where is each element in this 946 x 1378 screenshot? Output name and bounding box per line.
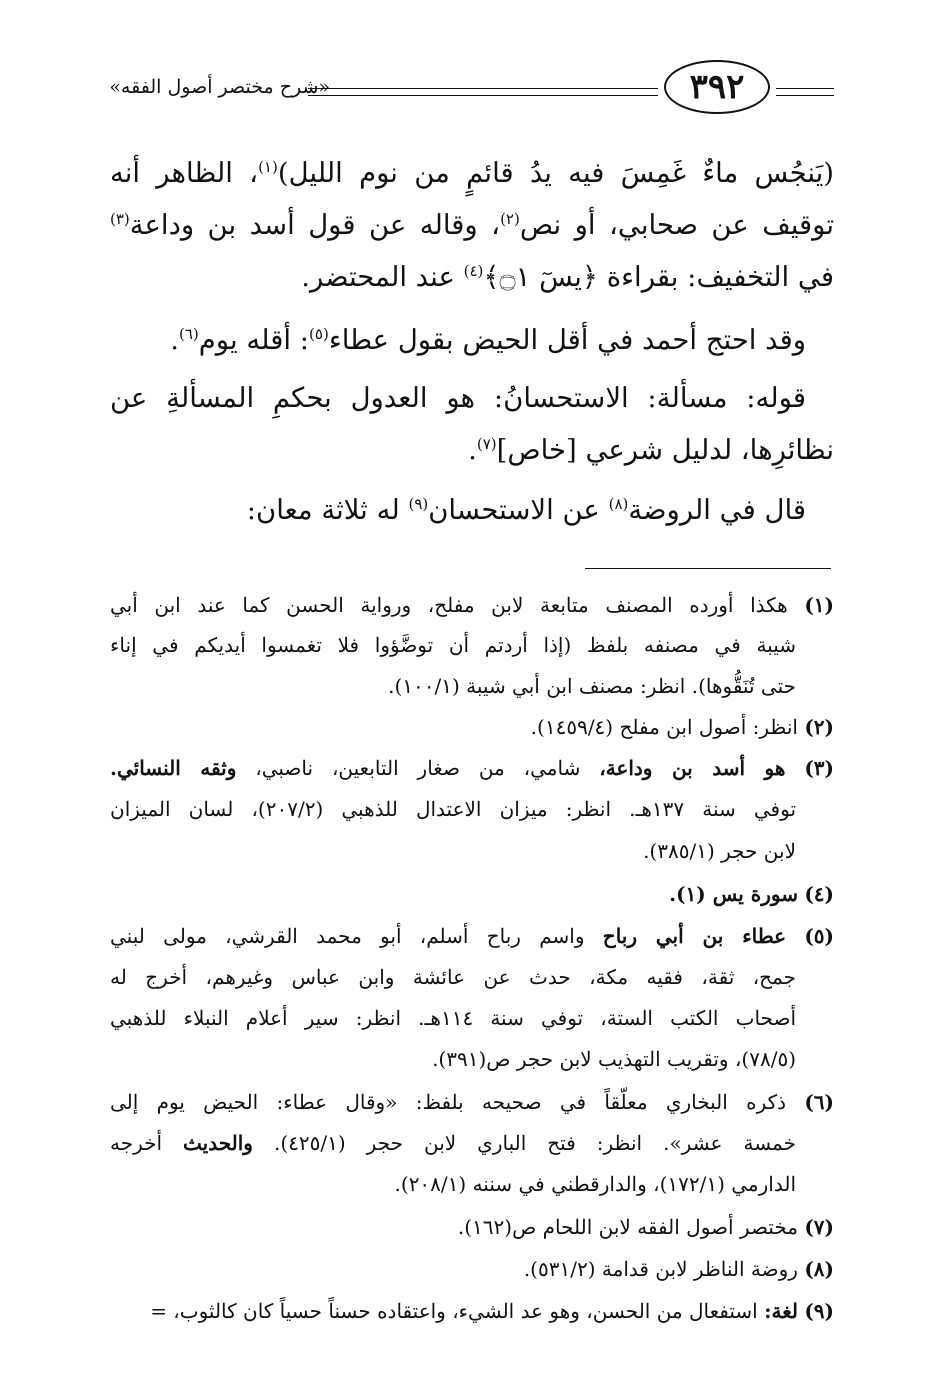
footnote-9: (٩) لغة: استفعال من الحسن، وهو عد الشيء، واعتقاده حسناً حسياً كان كالثوب، =	[150, 1299, 834, 1323]
body-line-4: وقد احتج أحمد في أقل الحيض بقول عطاء$^{(٥)}$: أقله يوم$^{(٦)}$.	[170, 324, 806, 356]
footnote-5-line-2: جمح، ثقة، فقيه مكة، حدث عن عائشة وابن عباس وغيرهم، أخرج له	[110, 965, 796, 989]
footnote-4: (٤) سورة يس (١).	[669, 882, 834, 906]
footnote-3-line-3: لابن حجر (٣٨٥/١).	[643, 839, 796, 863]
body-line-7: قال في الروضة$^{(٨)}$ عن الاستحسان$^{(٩)}$ له ثلاثة معان:	[246, 494, 806, 526]
body-line-1: (يَنجُس ماءٌ غَمِسَ فيه يدُ قائمٍ من نوم الليل)$^{(١)}$، الظاهر أنه	[110, 157, 835, 189]
header-rule-left-bottom	[308, 95, 658, 96]
footnote-1-line-1: (١) هكذا أورده المصنف متابعة لابن مفلح، ورواية الحسن كما عند ابن أبي	[110, 593, 834, 617]
footnote-divider	[585, 568, 831, 569]
footnote-5-line-1: (٥) عطاء بن أبي رباح واسم رباح أسلم، أبو محمد القرشي، مولى لبني	[110, 924, 834, 948]
footnote-3-line-1: (٣) هو أسد بن وداعة، شامي، من صغار التابعين، ناصبي، وثقه النسائي.	[110, 756, 835, 780]
footnote-3-line-2: توفي سنة ١٣٧هـ. انظر: ميزان الاعتدال للذهبي (٢٠٧/٢)، لسان الميزان	[110, 797, 797, 821]
body-line-6: نظائرِها، لدليل شرعي [خاص]$^{(٧)}$.	[468, 434, 834, 466]
footnote-5-line-4: (٧٨/٥)، وتقريب التهذيب لابن حجر ص(٣٩١).	[432, 1047, 796, 1071]
body-line-3: في التخفيف: بقراءة ﴿يسٓ ۝١﴾$^{(٤)}$ عند المحتضر.	[301, 261, 834, 293]
header-rule-right-top	[776, 88, 834, 89]
header-rule-left-top	[308, 88, 658, 89]
footnote-6-line-3: الدارمي (١٧٢/١)، والدارقطني في سننه (٢٠٨/١).	[394, 1172, 796, 1196]
footnote-1-line-3: حتى تُنَقُّوها). انظر: مصنف ابن أبي شيبة (١٠٠/١).	[388, 674, 796, 698]
footnote-1-line-2: شيبة في مصنفه بلفظ (إذا أردتم أن توضَّؤوا فلا تغمسوا أيديكم في إناء	[110, 633, 796, 657]
page-number: ٣٩٢	[664, 60, 770, 114]
footnote-6-line-2: خمسة عشر». انظر: فتح الباري لابن حجر (٤٢٥/١). والحديث أخرجه	[110, 1131, 796, 1155]
footnote-8: (٨) روضة الناظر لابن قدامة (٥٣١/٢).	[523, 1257, 834, 1281]
body-line-5: قوله: مسألة: الاستحسانُ: هو العدول بحكمِ المسألةِ عن	[110, 382, 807, 414]
footnote-6-line-1: (٦) ذكره البخاري معلّقاً في صحيحه بلفظ: «وقال عطاء: الحيض يوم إلى	[110, 1090, 834, 1114]
header-rule-right-bottom	[776, 95, 834, 96]
running-title: «شرح مختصر أصول الفقه»	[109, 76, 330, 98]
footnote-5-line-3: أصحاب الكتب الستة، توفي سنة ١١٤هـ. انظر: سير أعلام النبلاء للذهبي	[110, 1006, 796, 1030]
footnote-2: (٢) انظر: أصول ابن مفلح (١٤٥٩/٤).	[530, 715, 834, 739]
body-line-2: توقيف عن صحابي، أو نص$^{(٢)}$، وقاله عن قول أسد بن وداعة$^{(٣)}$	[110, 209, 835, 241]
footnote-7: (٧) مختصر أصول الفقه لابن اللحام ص(١٦٢).	[457, 1215, 834, 1239]
